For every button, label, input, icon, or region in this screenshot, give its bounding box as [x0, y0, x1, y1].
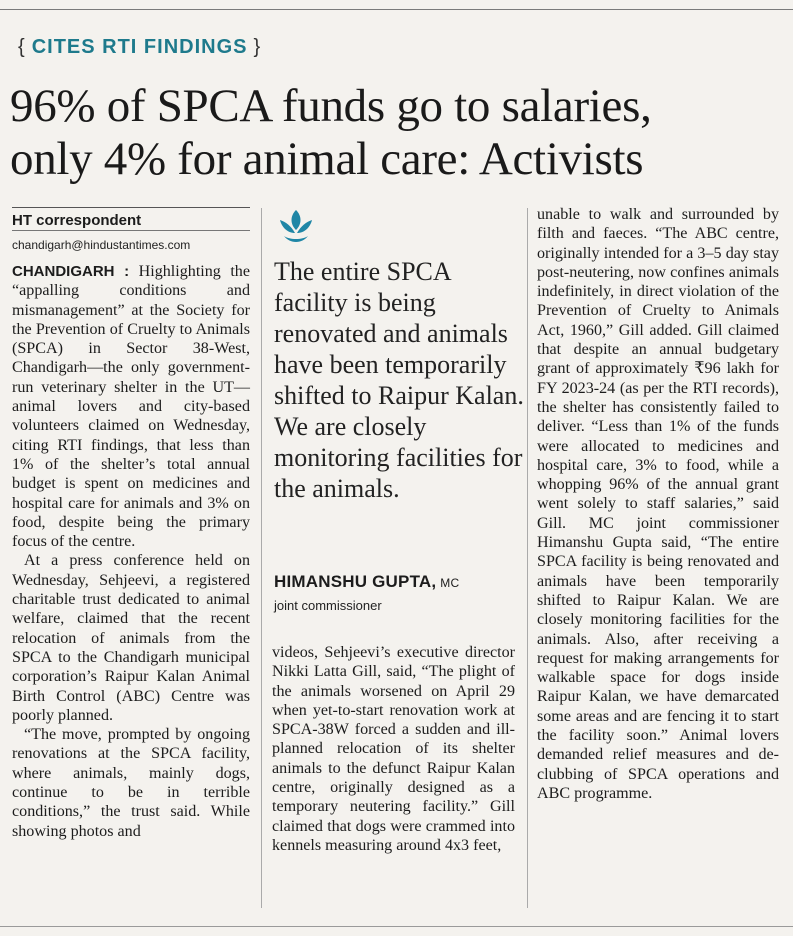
paragraph-2: At a press conference held on Wednesday, Sehjeevi, a registered charitable trust dedicated to animal welfare, claimed that the recent relocation of animals from the SPCA to the Chandigarh municipal corporation’s Raipur Kalan Animal Birth Control (ABC) Centre was poorly planned.	[12, 552, 250, 724]
paragraph-3: “The move, prompted by ongoing renovations at the SPCA facility, where animals, mainly dogs, continue to be in terrible conditions,” the trust said. While showing photos and	[12, 726, 250, 840]
paragraph-4: videos, Sehjeevi’s executive director Nikki Latta Gill, said, “The plight of the animals worsened on April 29 when yet-to-start renovation work at SPCA-38W forced a sudden and ill-planned relocation of its shelter animals to the defunct Raipur Kalan centre, originally designed as a temporary neutering facility.” Gill claimed that dogs were crammed into kennels measuring around 4x3 feet,	[272, 644, 515, 854]
pull-quote: The entire SPCA facility is being renovated and animals have been temporarily shifted to Raipur Kalan. We are closely monitoring facilities for the animals.	[274, 257, 524, 503]
headline-line-1: 96% of SPCA funds go to salaries,	[10, 80, 652, 132]
column-2	[272, 643, 515, 855]
headline	[10, 80, 785, 186]
byline-author: HT correspondent	[12, 212, 142, 229]
kicker-close-brace: }	[253, 36, 262, 58]
column-3	[537, 205, 779, 803]
pull-quote-attribution	[274, 572, 524, 592]
kicker	[12, 36, 267, 59]
byline-email: chandigarh@hindustantimes.com	[12, 238, 191, 252]
paragraph-1	[12, 262, 250, 551]
pull-quote-role: joint commissioner	[274, 598, 382, 613]
pull-quote-org: MC	[440, 576, 460, 590]
lotus-quote-icon	[276, 206, 316, 246]
headline-line-2: only 4% for animal care: Activists	[10, 133, 644, 185]
column-1	[12, 262, 250, 841]
dateline: CHANDIGARH :	[12, 263, 130, 280]
kicker-text: CITES RTI FINDINGS	[31, 36, 248, 58]
paragraph-5: unable to walk and surrounded by filth and faeces. “The ABC centre, originally intended for a 3–5 day stay post-neutering, now confines animals indefinitely, in direct violation of the Prevention of Cruelty to Animals Act, 1960,” Gill added. Gill claimed that despite an annual budgetary grant of approximately ₹96 lakh for FY 2023-24 (as per the RTI records), the shelter has consistently failed to deliver. “Less than 1% of the funds were allocated to medicines and hospital care, 3% to food, while a whopping 96% of the annual grant went solely to staff salaries,” said Gill. MC joint commissioner Himanshu Gupta said, “The entire SPCA facility is being renovated and animals have been temporarily shifted to Raipur Kalan. We are closely monitoring facilities for the animals. Also, after receiving a request for making arrangements for walkable space for dogs inside Raipur Kalan, we have demarcated some areas and are fencing it to start the facility soon.” Animal lovers demanded relief measures and de-clubbing of SPCA operations and ABC programme.	[537, 206, 779, 802]
column-divider-2	[527, 208, 528, 908]
pull-quote-name: HIMANSHU GUPTA,	[274, 572, 437, 591]
top-rule	[0, 9, 793, 10]
kicker-open-brace: {	[18, 36, 26, 58]
paragraph-1-text: Highlighting the “appalling conditions and mismanagement” at the Society for the Prevention of Cruelty to Animals (SPCA) in Sector 38-West, Chandigarh—the only government-run veterinary shelter in the UT—animal lovers and city-based volunteers claimed on Wednesday, citing RTI findings, that less than 1% of the shelter’s total annual budget is spent on medicines and hospital care for animals and 3% on food, despite being the primary focus of the centre.	[12, 263, 250, 551]
byline-rule	[12, 230, 250, 231]
column-divider-1	[261, 208, 262, 908]
bottom-rule	[0, 926, 793, 927]
